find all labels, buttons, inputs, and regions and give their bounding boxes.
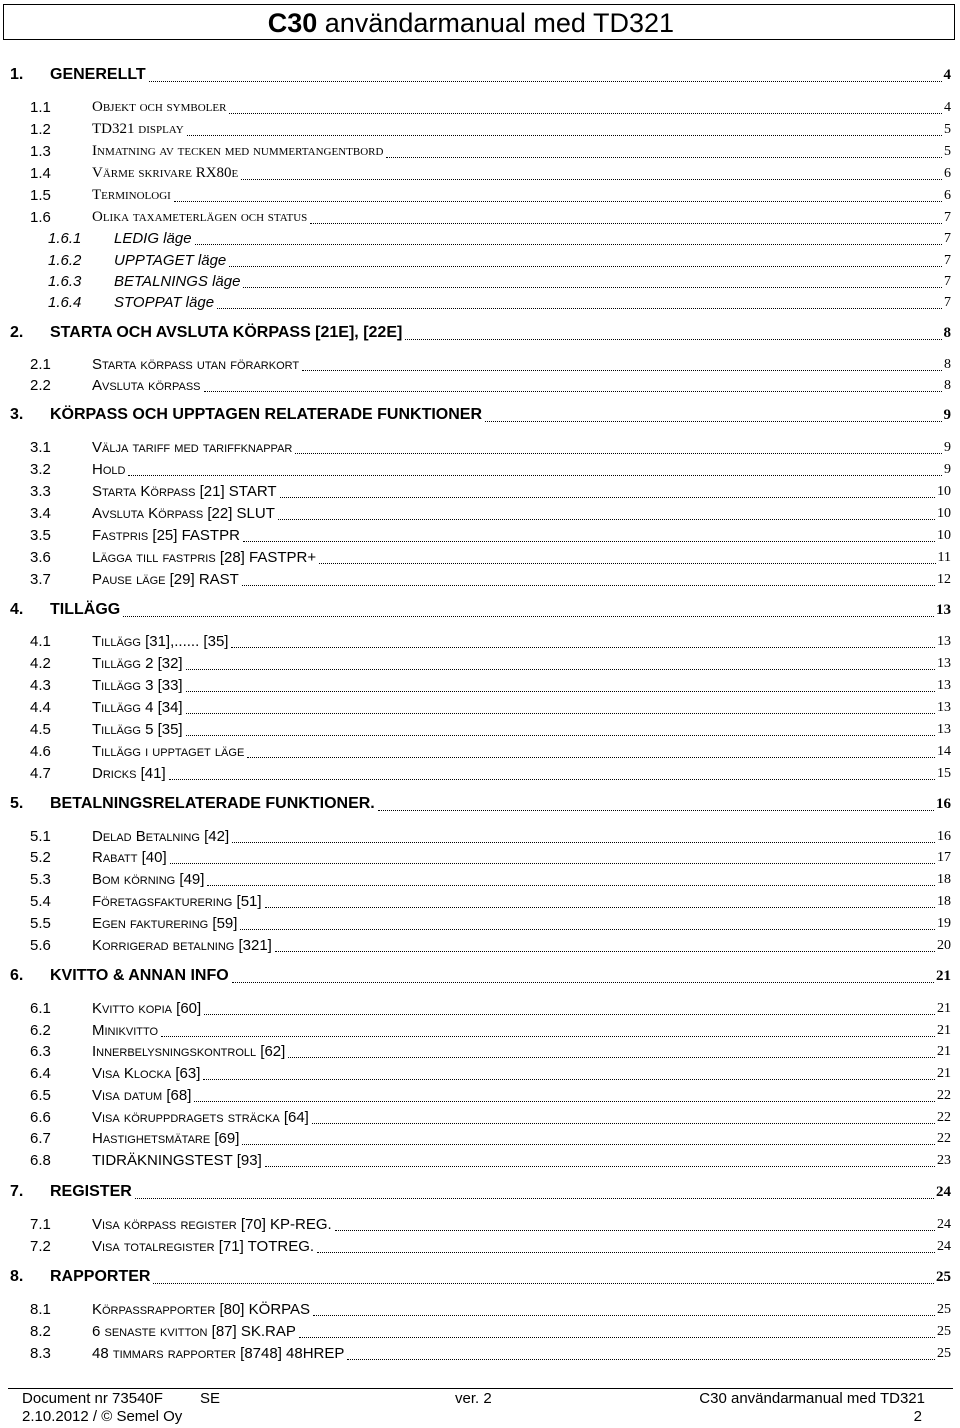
toc-entry[interactable] [0, 324, 960, 344]
toc-entry-page: 13 [937, 722, 951, 737]
toc-entry-title: Avsluta Körpass [22] SLUT [92, 505, 275, 522]
toc-leader-dots [232, 842, 935, 843]
toc-entry-title: Egen fakturering [59] [92, 915, 238, 932]
toc-entry-title: 48 timmars rapporter [8748] 48HREP [92, 1345, 345, 1362]
toc-entry-page: 21 [937, 1001, 951, 1016]
toc-leader-dots [243, 541, 935, 542]
toc-entry-title: TILLÄGG [50, 601, 121, 618]
toc-entry-page: 9 [944, 440, 951, 455]
toc-entry-number: 8.3 [30, 1345, 51, 1362]
toc-entry-number: 5.6 [30, 937, 51, 954]
toc-entry-title: BETALNINGSRELATERADE FUNKTIONER. [50, 795, 375, 812]
toc-entry-title: LEDIG läge [114, 230, 192, 247]
toc-leader-dots [204, 1014, 935, 1015]
toc-entry-title: Tillägg [31],...... [35] [92, 633, 229, 650]
toc-entry-page: 18 [937, 894, 951, 909]
toc-entry-page: 8 [944, 357, 951, 372]
toc-entry-title: Visa köruppdragets sträcka [64] [92, 1109, 309, 1126]
toc-leader-dots [229, 266, 942, 267]
toc-entry-number: 1. [10, 66, 24, 83]
toc-entry[interactable] [0, 293, 960, 313]
toc-entry-title: Tillägg 4 [34] [92, 699, 183, 716]
toc-leader-dots [153, 1283, 934, 1284]
toc-entry-page: 21 [937, 1066, 951, 1081]
toc-entry[interactable] [0, 120, 960, 140]
toc-entry-page: 6 [944, 188, 951, 203]
toc-entry-page: 7 [944, 295, 951, 310]
toc-entry[interactable] [0, 1300, 960, 1320]
toc-entry-number: 6.1 [30, 1000, 51, 1017]
toc-entry[interactable] [0, 1042, 960, 1062]
toc-leader-dots [247, 757, 935, 758]
toc-leader-dots [170, 863, 935, 864]
toc-entry-title: Fastpris [25] FASTPR [92, 527, 240, 544]
toc-entry-number: 3.1 [30, 439, 51, 456]
toc-entry-title: Lägga till fastpris [28] FASTPR+ [92, 549, 317, 566]
toc-entry-number: 1.6.1 [48, 230, 82, 247]
toc-entry-page: 25 [936, 1269, 951, 1285]
toc-entry-title: Hastighetsmätare [69] [92, 1130, 240, 1147]
toc-entry[interactable] [0, 1151, 960, 1171]
toc-entry-title: Visa totalregister [71] TOTREG. [92, 1238, 315, 1255]
toc-entry-number: 6.2 [30, 1022, 51, 1039]
toc-entry-title: Tillägg 5 [35] [92, 721, 183, 738]
toc-entry[interactable] [0, 98, 960, 118]
toc-entry-number: 7. [10, 1183, 24, 1200]
toc-entry-title: 6 senaste kvitton [87] SK.RAP [92, 1323, 296, 1340]
toc-entry-title: Korrigerad betalning [321] [92, 937, 272, 954]
toc-entry-number: 5.3 [30, 871, 51, 888]
toc-entry[interactable] [0, 548, 960, 568]
toc-leader-dots [161, 1036, 935, 1037]
toc-leader-dots [295, 453, 942, 454]
toc-entry-page: 22 [937, 1110, 951, 1125]
toc-leader-dots [231, 647, 935, 648]
toc-entry-page: 5 [944, 144, 951, 159]
toc-entry-page: 10 [937, 484, 951, 499]
toc-entry-page: 7 [944, 231, 951, 246]
toc-entry-number: 4.7 [30, 765, 51, 782]
footer-page-number: 2 [913, 1408, 922, 1425]
toc-entry-number: 3.5 [30, 527, 51, 544]
toc-entry[interactable] [0, 936, 960, 956]
toc-leader-dots [169, 779, 935, 780]
toc-entry-title: Dricks [41] [92, 765, 166, 782]
toc-entry-number: 6. [10, 967, 24, 984]
toc-entry-title: Delad Betalning [42] [92, 828, 230, 845]
toc-entry-page: 25 [937, 1302, 951, 1317]
toc-leader-dots [186, 691, 935, 692]
toc-entry-page: 14 [937, 744, 951, 759]
toc-entry-page: 7 [944, 274, 951, 289]
toc-entry-title: REGISTER [50, 1183, 132, 1200]
toc-entry[interactable] [0, 676, 960, 696]
toc-entry-title: Olika taxameterlägen och status [92, 209, 308, 225]
page-header [3, 4, 955, 40]
toc-entry-title: Inmatning av tecken med nummertangentbord [92, 143, 384, 159]
toc-entry-title: STOPPAT läge [114, 294, 215, 311]
toc-entry[interactable] [0, 1183, 960, 1203]
toc-entry[interactable] [0, 892, 960, 912]
toc-entry-page: 21 [936, 968, 951, 984]
toc-entry-title: GENERELLT [50, 66, 146, 83]
toc-entry-page: 7 [944, 253, 951, 268]
toc-entry-page: 7 [944, 210, 951, 225]
toc-entry[interactable] [0, 208, 960, 228]
toc-entry[interactable] [0, 914, 960, 934]
toc-entry[interactable] [0, 66, 960, 86]
toc-entry[interactable] [0, 654, 960, 674]
toc-entry-title: Kvitto kopia [60] [92, 1000, 202, 1017]
toc-leader-dots [203, 1079, 935, 1080]
toc-entry[interactable] [0, 1021, 960, 1041]
toc-entry-page: 13 [937, 656, 951, 671]
toc-entry-title: Minikvitto [92, 1022, 159, 1039]
toc-leader-dots [186, 735, 935, 736]
toc-entry-title: Tillägg 3 [33] [92, 677, 183, 694]
toc-entry[interactable] [0, 460, 960, 480]
toc-entry-number: 5.2 [30, 849, 51, 866]
toc-leader-dots [232, 982, 934, 983]
toc-entry[interactable] [0, 848, 960, 868]
toc-entry-number: 8.2 [30, 1323, 51, 1340]
toc-entry-number: 4.4 [30, 699, 51, 716]
toc-entry-title: KÖRPASS OCH UPPTAGEN RELATERADE FUNKTIONER [50, 406, 483, 423]
toc-entry-page: 22 [937, 1131, 951, 1146]
toc-entry[interactable] [0, 186, 960, 206]
toc-leader-dots [299, 1337, 935, 1338]
toc-entry-number: 1.1 [30, 99, 51, 116]
toc-entry-page: 15 [937, 766, 951, 781]
toc-entry-page: 13 [937, 700, 951, 715]
toc-entry[interactable] [0, 482, 960, 502]
toc-entry-number: 8. [10, 1268, 24, 1285]
toc-entry-page: 6 [944, 166, 951, 181]
toc-entry-number: 2.2 [30, 377, 51, 394]
toc-entry[interactable] [0, 251, 960, 271]
toc-entry-title: KVITTO & ANNAN INFO [50, 967, 229, 984]
toc-leader-dots [312, 1123, 935, 1124]
toc-entry-number: 5.4 [30, 893, 51, 910]
toc-entry[interactable] [0, 570, 960, 590]
toc-entry-page: 16 [936, 796, 951, 812]
toc-entry[interactable] [0, 827, 960, 847]
toc-leader-dots [229, 113, 942, 114]
toc-entry-page: 17 [937, 850, 951, 865]
toc-entry-page: 13 [936, 602, 951, 618]
toc-entry[interactable] [0, 1215, 960, 1235]
footer-divider [8, 1388, 953, 1389]
toc-leader-dots [347, 1359, 935, 1360]
toc-leader-dots [405, 339, 942, 340]
toc-entry-page: 23 [937, 1153, 951, 1168]
toc-entry-number: 4.3 [30, 677, 51, 694]
toc-leader-dots [242, 1144, 935, 1145]
toc-leader-dots [288, 1057, 935, 1058]
toc-entry-title: Objekt och symboler [92, 99, 227, 115]
toc-entry[interactable] [0, 720, 960, 740]
toc-entry[interactable] [0, 742, 960, 762]
toc-entry[interactable] [0, 1086, 960, 1106]
toc-entry-number: 1.6.2 [48, 252, 82, 269]
toc-entry[interactable] [0, 504, 960, 524]
toc-entry-number: 2.1 [30, 356, 51, 373]
toc-entry-number: 8.1 [30, 1301, 51, 1318]
toc-entry-page: 8 [943, 325, 951, 341]
toc-entry-page: 4 [944, 100, 951, 115]
toc-entry-number: 4.2 [30, 655, 51, 672]
toc-entry-page: 22 [937, 1088, 951, 1103]
toc-entry[interactable] [0, 698, 960, 718]
toc-entry-page: 21 [937, 1023, 951, 1038]
toc-leader-dots [265, 1166, 935, 1167]
toc-entry-number: 1.5 [30, 187, 51, 204]
toc-entry[interactable] [0, 795, 960, 815]
toc-entry[interactable] [0, 1344, 960, 1364]
toc-entry-title: UPPTAGET läge [114, 252, 227, 269]
toc-entry-title: BETALNINGS läge [114, 273, 241, 290]
toc-leader-dots [335, 1230, 935, 1231]
toc-entry-page: 18 [937, 872, 951, 887]
toc-entry-number: 1.6.4 [48, 294, 82, 311]
toc-entry-number: 5. [10, 795, 24, 812]
toc-entry-page: 8 [944, 378, 951, 393]
toc-entry-title: Visa Klocka [63] [92, 1065, 201, 1082]
toc-leader-dots [265, 907, 935, 908]
toc-entry-page: 20 [937, 938, 951, 953]
toc-entry-number: 4.5 [30, 721, 51, 738]
toc-entry-title: Starta Körpass [21] START [92, 483, 277, 500]
toc-entry-title: Visa datum [68] [92, 1087, 192, 1104]
toc-entry-title: Pause läge [29] RAST [92, 571, 239, 588]
toc-entry-page: 24 [937, 1217, 951, 1232]
toc-entry-number: 3.2 [30, 461, 51, 478]
toc-entry-number: 1.3 [30, 143, 51, 160]
toc-entry[interactable] [0, 764, 960, 784]
toc-leader-dots [217, 308, 942, 309]
toc-entry-number: 1.2 [30, 121, 51, 138]
toc-entry-number: 4. [10, 601, 24, 618]
toc-entry-page: 24 [936, 1184, 951, 1200]
toc-entry-number: 6.3 [30, 1043, 51, 1060]
toc-entry-title: Starta körpass utan förarkort [92, 356, 300, 373]
toc-entry-title: Terminologi [92, 187, 171, 203]
toc-entry[interactable] [0, 229, 960, 249]
toc-entry-number: 1.6 [30, 209, 51, 226]
toc-entry-page: 9 [943, 407, 951, 423]
toc-entry[interactable] [0, 164, 960, 184]
footer-doc-nr: Document nr 73540F [22, 1390, 163, 1407]
toc-entry-number: 5.1 [30, 828, 51, 845]
toc-entry-number: 5.5 [30, 915, 51, 932]
toc-entry-page: 10 [937, 506, 951, 521]
toc-entry-number: 3. [10, 406, 24, 423]
toc-entry-number: 6.4 [30, 1065, 51, 1082]
toc-leader-dots [242, 585, 935, 586]
toc-leader-dots [386, 157, 942, 158]
toc-entry-page: 13 [937, 634, 951, 649]
toc-leader-dots [241, 179, 942, 180]
toc-entry-page: 4 [943, 67, 951, 83]
toc-entry-number: 3.3 [30, 483, 51, 500]
toc-entry-title: TD321 display [92, 121, 184, 137]
toc-entry[interactable] [0, 355, 960, 375]
toc-leader-dots [302, 370, 942, 371]
toc-entry-title: Hold [92, 461, 126, 478]
toc-entry-number: 6.5 [30, 1087, 51, 1104]
toc-leader-dots [485, 421, 942, 422]
toc-entry-title: Rabatt [40] [92, 849, 167, 866]
toc-entry-page: 25 [937, 1346, 951, 1361]
toc-entry-number: 7.2 [30, 1238, 51, 1255]
toc-entry[interactable] [0, 526, 960, 546]
toc-entry[interactable] [0, 272, 960, 292]
toc-entry-title: Visa körpass register [70] KP-REG. [92, 1216, 332, 1233]
toc-entry-number: 2. [10, 324, 24, 341]
toc-leader-dots [186, 713, 935, 714]
toc-entry[interactable] [0, 999, 960, 1019]
toc-entry-title: Företagsfakturering [51] [92, 893, 262, 910]
footer-lang: SE [200, 1390, 221, 1407]
toc-leader-dots [123, 616, 934, 617]
toc-entry-page: 24 [937, 1239, 951, 1254]
toc-entry-number: 6.7 [30, 1130, 51, 1147]
toc-entry-number: 7.1 [30, 1216, 51, 1233]
toc-entry-title: Värme skrivare RX80e [92, 165, 239, 181]
toc-entry[interactable] [0, 967, 960, 987]
toc-entry[interactable] [0, 632, 960, 652]
toc-entry-title: Innerbelysningskontroll [62] [92, 1043, 286, 1060]
toc-entry-page: 16 [937, 829, 951, 844]
toc-entry-page: 13 [937, 678, 951, 693]
toc-entry-page: 11 [937, 550, 951, 565]
toc-entry-number: 3.7 [30, 571, 51, 588]
toc-entry-page: 25 [937, 1324, 951, 1339]
toc-leader-dots [278, 519, 935, 520]
toc-leader-dots [135, 1198, 934, 1199]
toc-leader-dots [275, 951, 935, 952]
toc-entry-number: 6.8 [30, 1152, 51, 1169]
toc-entry-page: 19 [937, 916, 951, 931]
toc-entry-number: 3.6 [30, 549, 51, 566]
toc-leader-dots [149, 81, 942, 82]
toc-leader-dots [194, 1101, 935, 1102]
toc-entry-number: 4.1 [30, 633, 51, 650]
toc-entry[interactable] [0, 376, 960, 396]
toc-entry-page: 5 [944, 122, 951, 137]
toc-entry-page: 9 [944, 462, 951, 477]
toc-entry-number: 3.4 [30, 505, 51, 522]
toc-leader-dots [195, 244, 942, 245]
toc-entry[interactable] [0, 1108, 960, 1128]
toc-leader-dots [186, 669, 935, 670]
toc-entry-title: Avsluta körpass [92, 377, 201, 394]
toc-entry[interactable] [0, 438, 960, 458]
toc-entry[interactable] [0, 1237, 960, 1257]
toc-entry-title: Välja tariff med tariffknappar [92, 439, 293, 456]
toc-entry[interactable] [0, 601, 960, 621]
toc-leader-dots [240, 929, 935, 930]
toc-entry-title: Tillägg i upptaget läge [92, 743, 245, 760]
toc-entry-title: RAPPORTER [50, 1268, 151, 1285]
toc-leader-dots [317, 1252, 935, 1253]
toc-entry[interactable] [0, 870, 960, 890]
toc-entry[interactable] [0, 1268, 960, 1288]
footer-date-owner: 2.10.2012 / © Semel Oy [22, 1408, 183, 1425]
toc-entry-title: Bom körning [49] [92, 871, 205, 888]
toc-entry[interactable] [0, 1322, 960, 1342]
toc-leader-dots [378, 810, 934, 811]
footer-version: ver. 2 [455, 1390, 492, 1407]
toc-entry-title: Körpassrapporter [80] KÖRPAS [92, 1301, 311, 1318]
toc-entry-number: 1.4 [30, 165, 51, 182]
toc-leader-dots [207, 885, 935, 886]
toc-entry[interactable] [0, 1064, 960, 1084]
toc-entry-page: 10 [937, 528, 951, 543]
toc-leader-dots [187, 135, 942, 136]
toc-leader-dots [310, 223, 942, 224]
toc-entry[interactable] [0, 142, 960, 162]
toc-entry-number: 6.6 [30, 1109, 51, 1126]
toc-entry-number: 1.6.3 [48, 273, 82, 290]
toc-entry-page: 21 [937, 1044, 951, 1059]
toc-entry-title: TIDRÄKNINGSTEST [93] [92, 1152, 262, 1169]
toc-leader-dots [128, 475, 942, 476]
toc-leader-dots [313, 1315, 935, 1316]
toc-entry-page: 12 [937, 572, 951, 587]
toc-leader-dots [174, 201, 942, 202]
toc-entry-title: Tillägg 2 [32] [92, 655, 183, 672]
toc-leader-dots [243, 287, 942, 288]
toc-entry-number: 4.6 [30, 743, 51, 760]
toc-leader-dots [319, 563, 936, 564]
toc-entry-title: STARTA OCH AVSLUTA KÖRPASS [21E], [22E] [50, 324, 403, 341]
toc-entry[interactable] [0, 1129, 960, 1149]
footer-manual-title: C30 användarmanual med TD321 [699, 1390, 925, 1407]
page-title: C30 användarmanual med TD321 [267, 8, 674, 38]
toc-leader-dots [280, 497, 935, 498]
toc-leader-dots [204, 391, 942, 392]
toc-entry[interactable] [0, 406, 960, 426]
